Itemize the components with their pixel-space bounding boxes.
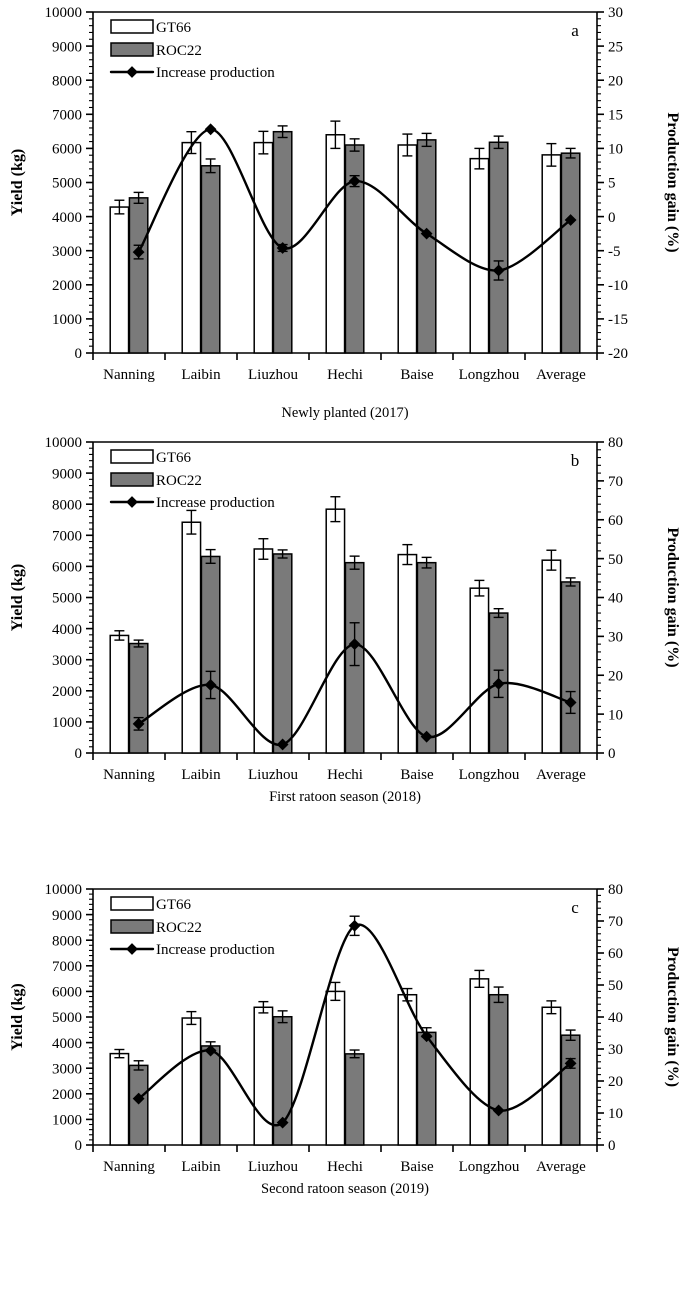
y-tick-label: 5000 bbox=[52, 1010, 82, 1027]
x-tick-label-longzhou: Longzhou bbox=[458, 767, 520, 783]
y-axis-left bbox=[9, 435, 93, 762]
y-axis-left bbox=[9, 5, 93, 362]
chart-svg-b bbox=[0, 430, 685, 867]
y-axis-right bbox=[597, 435, 681, 762]
bar-gt66-hechi bbox=[326, 509, 344, 753]
y-tick-label: 10000 bbox=[44, 882, 82, 899]
panel-caption-b: First ratoon season (2018) bbox=[269, 789, 421, 805]
x-tick-label-nanning: Nanning bbox=[103, 367, 155, 383]
y2-tick-label: 15 bbox=[608, 107, 623, 124]
bar-roc22-laibin bbox=[201, 166, 219, 353]
bar-gt66-laibin bbox=[182, 1018, 200, 1145]
chart-svg-c bbox=[0, 867, 685, 1297]
y2-tick-label: 0 bbox=[608, 1138, 616, 1155]
x-tick-label-nanning: Nanning bbox=[103, 767, 155, 783]
y-axis-right bbox=[597, 5, 681, 362]
y2-tick-label: 60 bbox=[608, 946, 623, 963]
y2-tick-label: 25 bbox=[608, 39, 623, 56]
x-tick-label-nanning: Nanning bbox=[103, 1159, 155, 1175]
legend-label-gt66: GT66 bbox=[156, 20, 191, 36]
y-tick-label: 4000 bbox=[52, 209, 82, 226]
bar-gt66-baise bbox=[398, 555, 416, 753]
legend-label-gt66: GT66 bbox=[156, 450, 191, 466]
bar-roc22-longzhou bbox=[489, 142, 507, 353]
y-tick-label: 0 bbox=[74, 746, 82, 763]
y-tick-label: 1000 bbox=[52, 312, 82, 329]
y-tick-label: 0 bbox=[74, 1138, 82, 1155]
x-tick-label-longzhou: Longzhou bbox=[458, 1159, 520, 1175]
legend-label-roc22: ROC22 bbox=[156, 473, 202, 489]
y-tick-label: 7000 bbox=[52, 528, 82, 545]
y-tick-label: 6000 bbox=[52, 559, 82, 576]
y2-tick-label: 80 bbox=[608, 882, 623, 899]
legend-label-increase-production: Increase production bbox=[156, 65, 275, 81]
legend-swatch-gt66 bbox=[111, 897, 153, 910]
x-tick-label-average: Average bbox=[536, 1159, 586, 1175]
y-tick-label: 7000 bbox=[52, 959, 82, 975]
y-tick-label: 6000 bbox=[52, 141, 82, 158]
x-tick-label-longzhou: Longzhou bbox=[458, 367, 520, 383]
y-tick-label: 6000 bbox=[52, 984, 82, 1001]
panel-letter-c: c bbox=[571, 898, 579, 917]
bar-gt66-liuzhou bbox=[254, 549, 272, 753]
legend-swatch-gt66 bbox=[111, 450, 153, 463]
x-tick-label-laibin: Laibin bbox=[181, 367, 221, 383]
y2-tick-label: 80 bbox=[608, 435, 623, 452]
x-tick-label-average: Average bbox=[536, 767, 586, 783]
y2-axis-title: Production gain (%) bbox=[664, 527, 681, 668]
y-tick-label: 5000 bbox=[52, 590, 82, 607]
bar-gt66-hechi bbox=[326, 135, 344, 353]
y2-tick-label: 30 bbox=[608, 5, 623, 22]
y2-tick-label: 70 bbox=[608, 474, 623, 491]
bar-roc22-nanning bbox=[129, 198, 147, 353]
y2-tick-label: 30 bbox=[608, 629, 623, 646]
x-tick-label-hechi: Hechi bbox=[327, 1159, 363, 1175]
x-tick-label-baise: Baise bbox=[400, 1159, 434, 1175]
bar-roc22-average bbox=[561, 582, 579, 753]
y-tick-label: 8000 bbox=[52, 497, 82, 514]
legend-label-increase-production: Increase production bbox=[156, 495, 275, 511]
y2-tick-label: 50 bbox=[608, 978, 623, 995]
y2-tick-label: -15 bbox=[608, 312, 628, 329]
y-tick-label: 9000 bbox=[52, 466, 82, 483]
y2-tick-label: -20 bbox=[608, 346, 628, 363]
y-tick-label: 8000 bbox=[52, 73, 82, 90]
bar-gt66-longzhou bbox=[470, 588, 488, 753]
y-tick-label: 8000 bbox=[52, 933, 82, 950]
y2-tick-label: -10 bbox=[608, 278, 628, 294]
x-axis-labels bbox=[103, 367, 586, 383]
x-axis-ticks bbox=[93, 1145, 597, 1152]
y-tick-label: 0 bbox=[74, 346, 82, 363]
y-axis-title: Yield (kg) bbox=[9, 563, 26, 632]
y-tick-label: 3000 bbox=[52, 1061, 82, 1078]
y2-axis-title: Production gain (%) bbox=[664, 946, 681, 1088]
x-tick-label-liuzhou: Liuzhou bbox=[248, 367, 298, 383]
y-tick-label: 1000 bbox=[52, 1112, 82, 1129]
bar-gt66-average bbox=[542, 155, 560, 353]
bar-roc22-average bbox=[561, 1035, 579, 1145]
y2-tick-label: 40 bbox=[608, 590, 623, 607]
x-axis-ticks bbox=[93, 353, 597, 360]
bar-roc22-laibin bbox=[201, 1046, 219, 1145]
y-axis-title: Yield (kg) bbox=[9, 983, 26, 1051]
y-tick-label: 1000 bbox=[52, 715, 82, 732]
bar-gt66-liuzhou bbox=[254, 143, 272, 353]
legend-label-increase-production: Increase production bbox=[156, 942, 275, 958]
bar-gt66-nanning bbox=[110, 207, 128, 353]
y2-tick-label: 0 bbox=[608, 746, 616, 763]
bar-roc22-nanning bbox=[129, 1065, 147, 1145]
bar-roc22-liuzhou bbox=[273, 554, 291, 753]
y2-tick-label: 60 bbox=[608, 512, 623, 529]
y-axis-right bbox=[597, 882, 681, 1154]
x-axis-labels bbox=[103, 1159, 586, 1175]
y2-tick-label: 20 bbox=[608, 1074, 623, 1091]
y-tick-label: 2000 bbox=[52, 278, 82, 294]
bar-roc22-nanning bbox=[129, 644, 147, 753]
y2-tick-label: 30 bbox=[608, 1042, 623, 1059]
y-axis-title: Yield (kg) bbox=[9, 148, 26, 217]
bar-gt66-laibin bbox=[182, 143, 200, 353]
y-tick-label: 2000 bbox=[52, 684, 82, 700]
y2-tick-label: 5 bbox=[608, 175, 616, 192]
y2-tick-label: 20 bbox=[608, 73, 623, 90]
x-tick-label-laibin: Laibin bbox=[181, 1159, 221, 1175]
y2-tick-label: 20 bbox=[608, 668, 623, 685]
panel-letter-a: a bbox=[571, 21, 579, 40]
y2-tick-label: 10 bbox=[608, 1106, 623, 1123]
y-tick-label: 3000 bbox=[52, 652, 82, 669]
y2-tick-label: -5 bbox=[608, 243, 621, 260]
y-tick-label: 5000 bbox=[52, 175, 82, 192]
bar-roc22-average bbox=[561, 153, 579, 353]
bar-roc22-hechi bbox=[345, 1054, 363, 1145]
y2-tick-label: 40 bbox=[608, 1010, 623, 1027]
bar-roc22-longzhou bbox=[489, 995, 507, 1145]
chart-panel-a bbox=[0, 0, 685, 430]
x-tick-label-hechi: Hechi bbox=[327, 767, 363, 783]
legend-swatch-gt66 bbox=[111, 20, 153, 33]
panel-caption-c: Second ratoon season (2019) bbox=[261, 1181, 429, 1197]
x-tick-label-liuzhou: Liuzhou bbox=[248, 1159, 298, 1175]
chart-svg-a bbox=[0, 0, 685, 430]
y-tick-label: 9000 bbox=[52, 907, 82, 924]
legend-swatch-roc22 bbox=[111, 473, 153, 486]
x-tick-label-average: Average bbox=[536, 367, 586, 383]
panel-caption-a: Newly planted (2017) bbox=[281, 405, 409, 421]
x-tick-label-liuzhou: Liuzhou bbox=[248, 767, 298, 783]
x-tick-label-hechi: Hechi bbox=[327, 367, 363, 383]
x-tick-label-baise: Baise bbox=[400, 367, 434, 383]
chart-panel-b bbox=[0, 430, 685, 867]
y2-tick-label: 10 bbox=[608, 141, 623, 158]
bar-gt66-laibin bbox=[182, 522, 200, 753]
panel-letter-b: b bbox=[570, 451, 580, 470]
x-axis-ticks bbox=[93, 753, 597, 760]
legend-label-roc22: ROC22 bbox=[156, 43, 202, 59]
bar-gt66-nanning bbox=[110, 1054, 128, 1145]
y-tick-label: 9000 bbox=[52, 39, 82, 56]
x-tick-label-baise: Baise bbox=[400, 767, 434, 783]
bar-roc22-laibin bbox=[201, 556, 219, 753]
legend-label-gt66: GT66 bbox=[156, 897, 191, 913]
bar-gt66-longzhou bbox=[470, 159, 488, 353]
bar-gt66-average bbox=[542, 560, 560, 753]
y2-tick-label: 0 bbox=[608, 209, 616, 226]
y-tick-label: 4000 bbox=[52, 621, 82, 638]
y-axis-left bbox=[9, 882, 93, 1154]
bar-roc22-baise bbox=[417, 563, 435, 753]
bar-roc22-baise bbox=[417, 140, 435, 353]
y-tick-label: 4000 bbox=[52, 1035, 82, 1052]
y-tick-label: 10000 bbox=[44, 435, 82, 452]
chart-panel-c bbox=[0, 867, 685, 1297]
y2-tick-label: 50 bbox=[608, 551, 623, 568]
legend-label-roc22: ROC22 bbox=[156, 920, 202, 936]
y-tick-label: 3000 bbox=[52, 243, 82, 260]
bar-gt66-baise bbox=[398, 145, 416, 353]
y2-tick-label: 10 bbox=[608, 707, 623, 724]
x-axis-labels bbox=[103, 767, 586, 783]
y2-axis-title: Production gain (%) bbox=[664, 112, 681, 253]
legend-swatch-roc22 bbox=[111, 43, 153, 56]
y-tick-label: 10000 bbox=[44, 5, 82, 22]
y-tick-label: 2000 bbox=[52, 1087, 82, 1103]
bar-gt66-nanning bbox=[110, 635, 128, 753]
bar-roc22-baise bbox=[417, 1032, 435, 1145]
y-tick-label: 7000 bbox=[52, 107, 82, 124]
y2-tick-label: 70 bbox=[608, 914, 623, 931]
bar-gt66-average bbox=[542, 1007, 560, 1145]
bar-gt66-baise bbox=[398, 995, 416, 1145]
legend-swatch-roc22 bbox=[111, 920, 153, 933]
bar-gt66-hechi bbox=[326, 991, 344, 1145]
x-tick-label-laibin: Laibin bbox=[181, 767, 221, 783]
bar-gt66-longzhou bbox=[470, 979, 488, 1145]
